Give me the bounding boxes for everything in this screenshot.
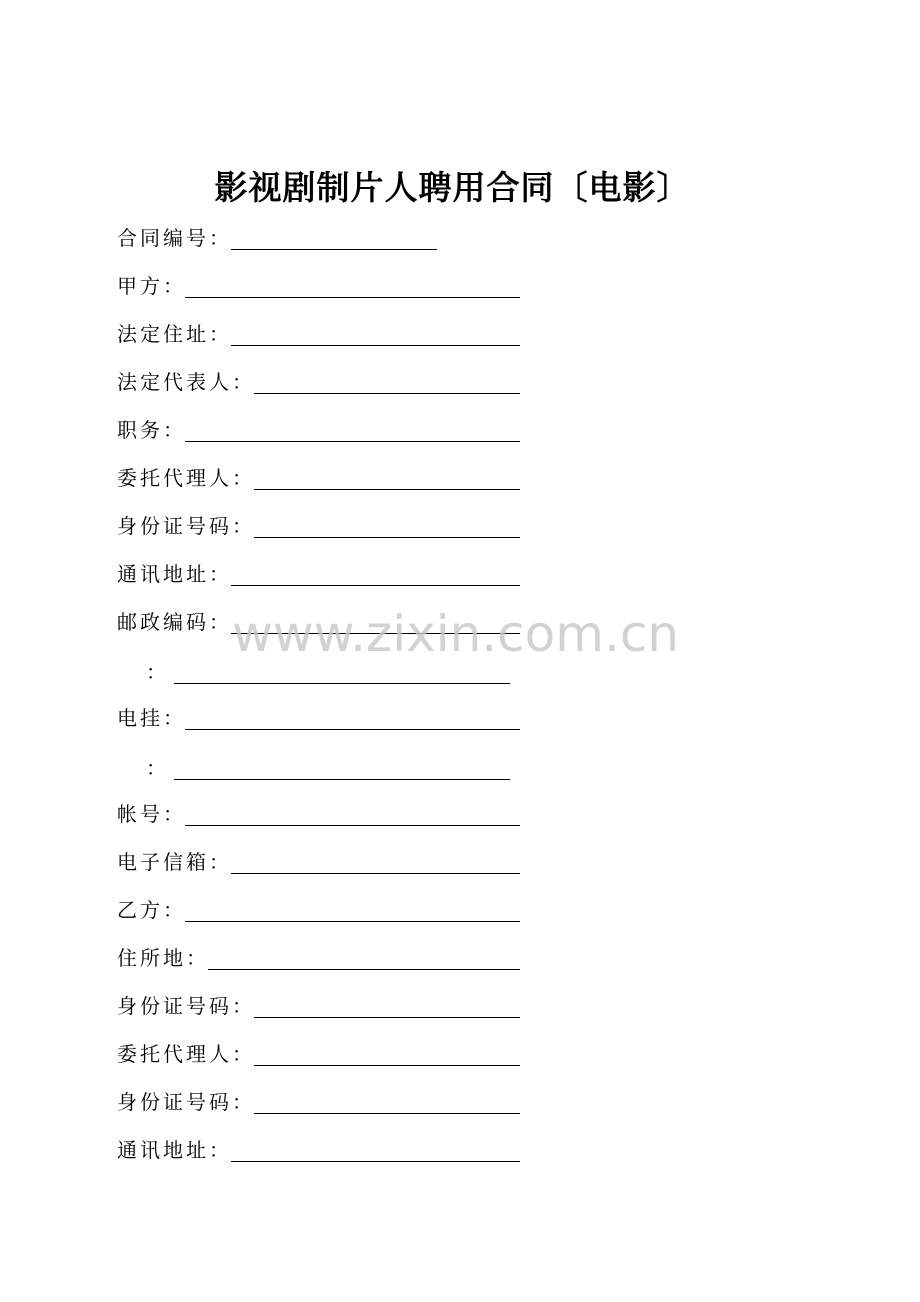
field-label: 法定代表人：: [117, 370, 255, 394]
field-label: 通讯地址：: [117, 562, 232, 586]
field-row-legal-representative: [117, 366, 527, 396]
field-row-position: [117, 414, 527, 444]
page-title: 影视剧制片人聘用合同〔电影〕: [214, 168, 691, 207]
mailing-address-blank[interactable]: [231, 585, 520, 586]
field-label: 电挂：: [117, 706, 186, 730]
id-number-blank[interactable]: [254, 537, 520, 538]
field-row-legal-address: [117, 318, 527, 348]
postal-code-blank[interactable]: [231, 633, 520, 634]
field-row-residence: [117, 942, 527, 972]
field-label: ：: [146, 660, 169, 684]
field-row-account-number: [117, 798, 527, 828]
party-b-agent-blank[interactable]: [254, 1065, 520, 1066]
field-row-contract-number: [117, 222, 447, 252]
field-label: 委托代理人：: [117, 466, 255, 490]
email-blank[interactable]: [231, 873, 520, 874]
authorized-agent-blank[interactable]: [254, 489, 520, 490]
watermark: www.zixin.com.cn: [232, 605, 680, 663]
field-row-unlabeled-2: [146, 752, 526, 782]
field-row-party-b-mailing-address: [117, 1134, 527, 1164]
residence-blank[interactable]: [208, 969, 520, 970]
field-label: 电子信箱：: [117, 850, 232, 874]
field-label: 住所地：: [117, 946, 209, 970]
contract-number-blank[interactable]: [231, 249, 437, 250]
legal-representative-blank[interactable]: [254, 393, 520, 394]
field-label: 身份证号码：: [117, 514, 255, 538]
field-row-party-b-agent: [117, 1038, 527, 1068]
field-label: 身份证号码：: [117, 994, 255, 1018]
field-label: 委托代理人：: [117, 1042, 255, 1066]
unlabeled-blank-2[interactable]: [174, 779, 510, 780]
field-row-authorized-agent: [117, 462, 527, 492]
field-label: 身份证号码：: [117, 1090, 255, 1114]
field-row-party-b: [117, 894, 527, 924]
field-label: 通讯地址：: [117, 1138, 232, 1162]
field-label: 帐号：: [117, 802, 186, 826]
field-row-party-b-id-number: [117, 990, 527, 1020]
position-blank[interactable]: [185, 441, 520, 442]
party-b-mailing-address-blank[interactable]: [231, 1161, 520, 1162]
unlabeled-blank-1[interactable]: [174, 683, 510, 684]
party-b-id-number-blank[interactable]: [254, 1017, 520, 1018]
field-label: 乙方：: [117, 898, 186, 922]
field-row-id-number: [117, 510, 527, 540]
field-label: 甲方：: [117, 274, 186, 298]
field-label: 合同编号：: [117, 226, 232, 250]
field-row-postal-code: [117, 606, 527, 636]
party-b-blank[interactable]: [185, 921, 520, 922]
field-row-unlabeled-1: [146, 656, 526, 686]
legal-address-blank[interactable]: [231, 345, 520, 346]
party-b-agent-id-number-blank[interactable]: [254, 1113, 520, 1114]
field-row-party-a: [117, 270, 527, 300]
field-row-telegraph: [117, 702, 527, 732]
field-label: 职务：: [117, 418, 186, 442]
field-row-mailing-address: [117, 558, 527, 588]
field-label: ：: [146, 756, 169, 780]
field-label: 法定住址：: [117, 322, 232, 346]
field-row-email: [117, 846, 527, 876]
field-label: 邮政编码：: [117, 610, 232, 634]
account-number-blank[interactable]: [185, 825, 520, 826]
telegraph-blank[interactable]: [185, 729, 520, 730]
party-a-blank[interactable]: [185, 297, 520, 298]
field-row-party-b-agent-id-number: [117, 1086, 527, 1116]
